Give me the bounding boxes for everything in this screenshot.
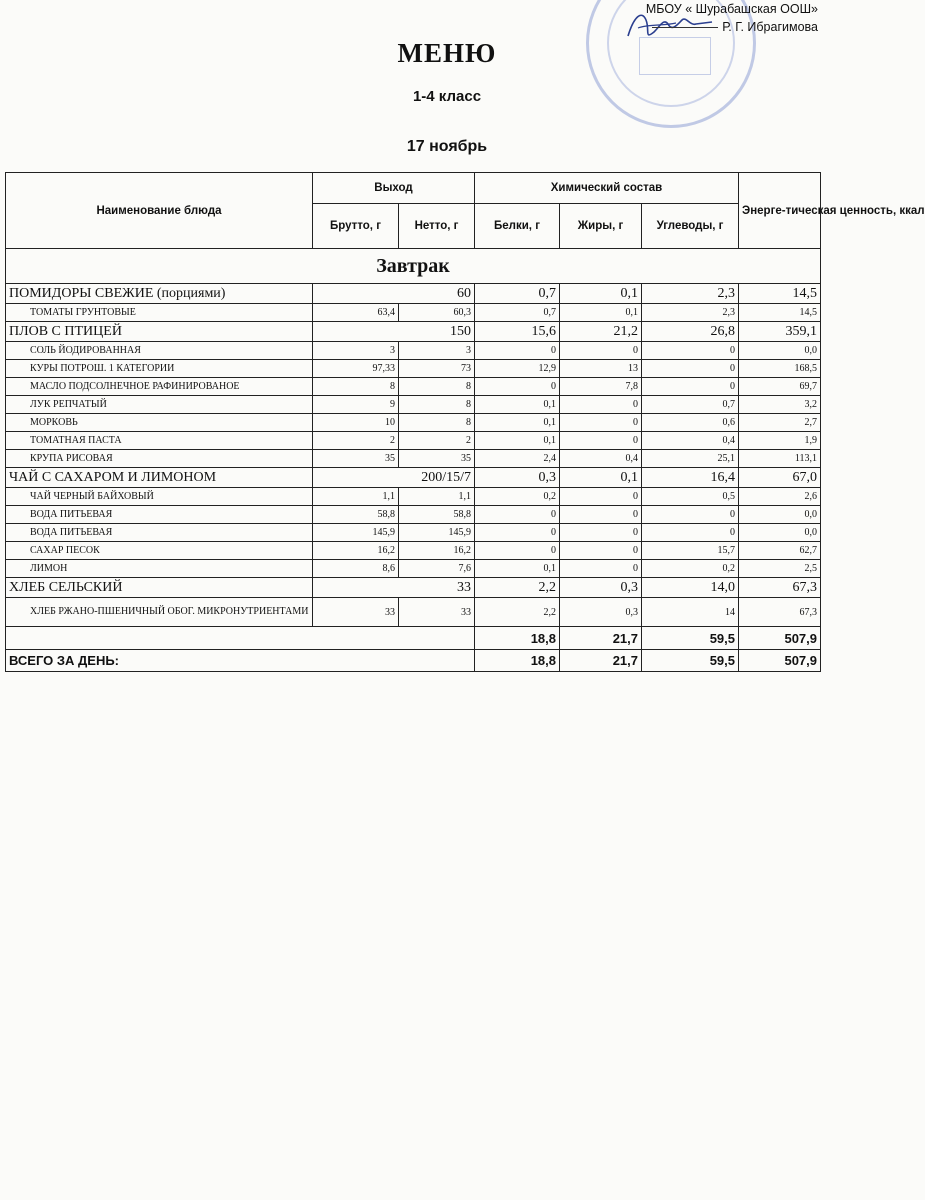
ingredient-energy: 2,5: [739, 560, 821, 578]
ingredient-brutto: 3: [313, 342, 399, 360]
date-label: 17 ноябрь: [406, 138, 488, 155]
approval-org: МБОУ « Шурабашская ООШ»: [645, 2, 818, 16]
ingredient-brutto: 8,6: [313, 560, 399, 578]
ingredient-energy: 2,7: [739, 414, 821, 432]
ingredient-brutto: 2: [313, 432, 399, 450]
ingredient-protein: 0: [475, 506, 560, 524]
ingredient-fat: 0: [560, 542, 642, 560]
ingredient-name: КУРЫ ПОТРОШ. 1 КАТЕГОРИИ: [6, 360, 313, 378]
subtotal-protein: 18,8: [475, 627, 560, 650]
header-protein: Белки, г: [475, 204, 560, 249]
ingredient-fat: 0: [560, 560, 642, 578]
header-name: Наименование блюда: [6, 173, 313, 249]
dish-energy: 359,1: [739, 322, 821, 342]
ingredient-protein: 0,1: [475, 560, 560, 578]
ingredient-energy: 67,3: [739, 598, 821, 627]
ingredient-carbs: 0: [642, 342, 739, 360]
ingredient-name: САХАР ПЕСОК: [6, 542, 313, 560]
ingredient-carbs: 0: [642, 506, 739, 524]
ingredient-brutto: 58,8: [313, 506, 399, 524]
ingredient-energy: 2,6: [739, 488, 821, 506]
dish-name: ЧАЙ С САХАРОМ И ЛИМОНОМ: [6, 468, 313, 488]
ingredient-fat: 0: [560, 342, 642, 360]
ingredient-fat: 0: [560, 396, 642, 414]
subtotal-carbs: 59,5: [642, 627, 739, 650]
ingredient-energy: 3,2: [739, 396, 821, 414]
ingredient-netto: 73: [399, 360, 475, 378]
ingredient-brutto: 33: [313, 598, 399, 627]
header-netto: Нетто, г: [399, 204, 475, 249]
ingredient-row: [6, 598, 821, 627]
ingredient-protein: 2,2: [475, 598, 560, 627]
dish-row: [6, 578, 821, 598]
ingredient-netto: 1,1: [399, 488, 475, 506]
ingredient-carbs: 14: [642, 598, 739, 627]
dish-fat: 0,3: [560, 578, 642, 598]
ingredient-row: [6, 304, 821, 322]
ingredient-name: ВОДА ПИТЬЕВАЯ: [6, 524, 313, 542]
dish-output: 150: [313, 322, 475, 342]
totals-body: [6, 627, 821, 672]
ingredient-fat: 0: [560, 414, 642, 432]
ingredient-name: ТОМАТНАЯ ПАСТА: [6, 432, 313, 450]
header-energy: Энерге-тическая ценность, ккал: [739, 173, 821, 249]
ingredient-netto: 8: [399, 414, 475, 432]
day-total-energy: 507,9: [739, 650, 821, 672]
ingredient-name: МАСЛО ПОДСОЛНЕЧНОЕ РАФИНИРОВАНОЕ: [6, 378, 313, 396]
ingredient-energy: 0,0: [739, 342, 821, 360]
ingredient-netto: 8: [399, 396, 475, 414]
ingredient-name: ВОДА ПИТЬЕВАЯ: [6, 506, 313, 524]
ingredient-netto: 3: [399, 342, 475, 360]
ingredient-protein: 0,7: [475, 304, 560, 322]
day-total-label: ВСЕГО ЗА ДЕНЬ:: [6, 650, 475, 672]
ingredient-brutto: 10: [313, 414, 399, 432]
ingredient-fat: 0,4: [560, 450, 642, 468]
ingredient-fat: 0,1: [560, 304, 642, 322]
ingredient-fat: 0,3: [560, 598, 642, 627]
header-output: Выход: [313, 173, 475, 204]
ingredient-row: [6, 560, 821, 578]
ingredient-protein: 0,1: [475, 396, 560, 414]
ingredient-name: СОЛЬ ЙОДИРОВАННАЯ: [6, 342, 313, 360]
ingredient-name: КРУПА РИСОВАЯ: [6, 450, 313, 468]
ingredient-carbs: 15,7: [642, 542, 739, 560]
ingredient-netto: 35: [399, 450, 475, 468]
menu-table: [5, 172, 925, 672]
ingredient-energy: 0,0: [739, 524, 821, 542]
dish-fat: 0,1: [560, 468, 642, 488]
day-total-carbs: 59,5: [642, 650, 739, 672]
menu-body: [6, 249, 821, 627]
signature-line: [652, 27, 718, 28]
ingredient-brutto: 8: [313, 378, 399, 396]
ingredient-brutto: 9: [313, 396, 399, 414]
ingredient-row: [6, 524, 821, 542]
approval-person-line: [646, 18, 818, 36]
ingredient-energy: 14,5: [739, 304, 821, 322]
ingredient-energy: 62,7: [739, 542, 821, 560]
ingredient-fat: 0: [560, 524, 642, 542]
header-brutto: Брутто, г: [313, 204, 399, 249]
ingredient-brutto: 1,1: [313, 488, 399, 506]
approval-block: [646, 0, 818, 36]
header-chem: Химический состав: [475, 173, 739, 204]
dish-carbs: 2,3: [642, 284, 739, 304]
day-total-fat: 21,7: [560, 650, 642, 672]
ingredient-carbs: 0,4: [642, 432, 739, 450]
dish-protein: 0,3: [475, 468, 560, 488]
ingredient-row: [6, 432, 821, 450]
ingredient-carbs: 0: [642, 360, 739, 378]
subtotal-fat: 21,7: [560, 627, 642, 650]
ingredient-name: МОРКОВЬ: [6, 414, 313, 432]
ingredient-fat: 0: [560, 506, 642, 524]
ingredient-row: [6, 450, 821, 468]
ingredient-netto: 16,2: [399, 542, 475, 560]
grade-label: 1-4 класс: [412, 88, 482, 105]
dish-fat: 21,2: [560, 322, 642, 342]
subtotal-row: [6, 627, 821, 650]
dish-energy: 67,3: [739, 578, 821, 598]
ingredient-energy: 113,1: [739, 450, 821, 468]
ingredient-carbs: 0: [642, 524, 739, 542]
day-total-row: [6, 650, 821, 672]
ingredient-row: [6, 506, 821, 524]
ingredient-carbs: 0,5: [642, 488, 739, 506]
header-carbs: Углеводы, г: [642, 204, 739, 249]
header-fat: Жиры, г: [560, 204, 642, 249]
ingredient-energy: 1,9: [739, 432, 821, 450]
ingredient-brutto: 97,33: [313, 360, 399, 378]
ingredient-netto: 33: [399, 598, 475, 627]
dish-row: [6, 322, 821, 342]
dish-fat: 0,1: [560, 284, 642, 304]
ingredient-carbs: 0,7: [642, 396, 739, 414]
subtotal-blank: [6, 627, 475, 650]
ingredient-carbs: 25,1: [642, 450, 739, 468]
ingredient-brutto: 63,4: [313, 304, 399, 322]
ingredient-brutto: 145,9: [313, 524, 399, 542]
ingredient-brutto: 16,2: [313, 542, 399, 560]
ingredient-netto: 60,3: [399, 304, 475, 322]
ingredient-row: [6, 342, 821, 360]
ingredient-energy: 69,7: [739, 378, 821, 396]
ingredient-name: ЧАЙ ЧЕРНЫЙ БАЙХОВЫЙ: [6, 488, 313, 506]
ingredient-row: [6, 396, 821, 414]
dish-name: ПОМИДОРЫ СВЕЖИЕ (порциями): [6, 284, 313, 304]
ingredient-name: ЛУК РЕПЧАТЫЙ: [6, 396, 313, 414]
dish-output: 60: [313, 284, 475, 304]
ingredient-protein: 0,1: [475, 414, 560, 432]
ingredient-netto: 7,6: [399, 560, 475, 578]
ingredient-protein: 2,4: [475, 450, 560, 468]
ingredient-netto: 2: [399, 432, 475, 450]
page-title: МЕНЮ: [397, 38, 497, 68]
ingredient-fat: 7,8: [560, 378, 642, 396]
ingredient-carbs: 2,3: [642, 304, 739, 322]
dish-name: ХЛЕБ СЕЛЬСКИЙ: [6, 578, 313, 598]
ingredient-energy: 168,5: [739, 360, 821, 378]
ingredient-row: [6, 414, 821, 432]
ingredient-fat: 0: [560, 488, 642, 506]
ingredient-carbs: 0,6: [642, 414, 739, 432]
ingredient-carbs: 0,2: [642, 560, 739, 578]
section-title: Завтрак: [6, 249, 821, 284]
ingredient-netto: 145,9: [399, 524, 475, 542]
ingredient-energy: 0,0: [739, 506, 821, 524]
ingredient-row: [6, 488, 821, 506]
ingredient-name: ТОМАТЫ ГРУНТОВЫЕ: [6, 304, 313, 322]
day-total-protein: 18,8: [475, 650, 560, 672]
dish-row: [6, 468, 821, 488]
dish-output: 200/15/7: [313, 468, 475, 488]
dish-name: ПЛОВ С ПТИЦЕЙ: [6, 322, 313, 342]
ingredient-fat: 13: [560, 360, 642, 378]
approval-person: Р. Г. Ибрагимова: [722, 20, 818, 34]
ingredient-row: [6, 378, 821, 396]
dish-protein: 0,7: [475, 284, 560, 304]
ingredient-netto: 8: [399, 378, 475, 396]
dish-energy: 67,0: [739, 468, 821, 488]
ingredient-fat: 0: [560, 432, 642, 450]
ingredient-protein: 0: [475, 524, 560, 542]
dish-carbs: 14,0: [642, 578, 739, 598]
ingredient-netto: 58,8: [399, 506, 475, 524]
ingredient-name: ЛИМОН: [6, 560, 313, 578]
subtotal-energy: 507,9: [739, 627, 821, 650]
ingredient-protein: 0: [475, 342, 560, 360]
dish-protein: 2,2: [475, 578, 560, 598]
ingredient-protein: 0: [475, 542, 560, 560]
ingredient-protein: 0,2: [475, 488, 560, 506]
dish-energy: 14,5: [739, 284, 821, 304]
ingredient-brutto: 35: [313, 450, 399, 468]
ingredient-row: [6, 360, 821, 378]
dish-output: 33: [313, 578, 475, 598]
ingredient-protein: 0,1: [475, 432, 560, 450]
dish-carbs: 26,8: [642, 322, 739, 342]
ingredient-carbs: 0: [642, 378, 739, 396]
dish-row: [6, 284, 821, 304]
ingredient-protein: 12,9: [475, 360, 560, 378]
ingredient-name: ХЛЕБ РЖАНО-ПШЕНИЧНЫЙ ОБОГ. МИКРОНУТРИЕНТАМИ: [6, 598, 313, 627]
dish-carbs: 16,4: [642, 468, 739, 488]
ingredient-row: [6, 542, 821, 560]
dish-protein: 15,6: [475, 322, 560, 342]
ingredient-protein: 0: [475, 378, 560, 396]
